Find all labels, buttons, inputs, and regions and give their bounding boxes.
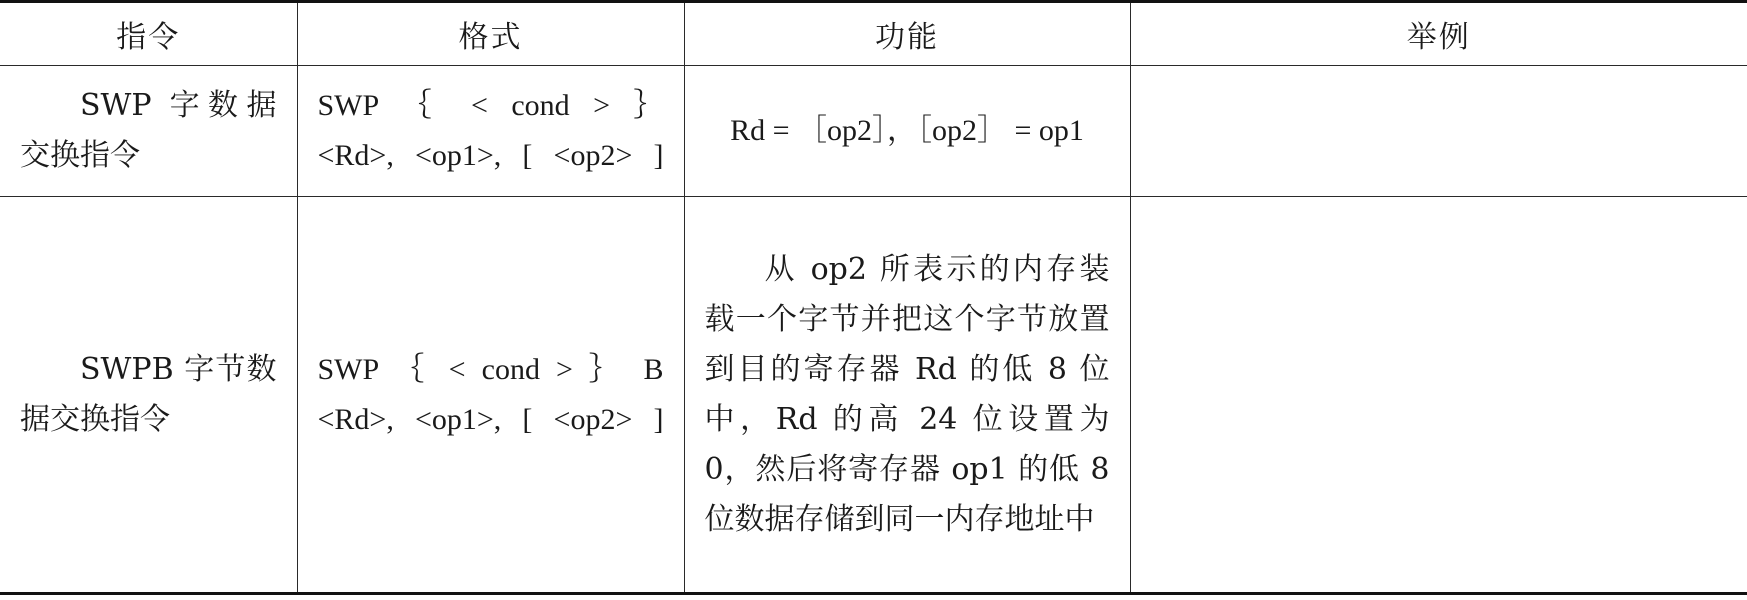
instruction-cell: SWPB 字节数据交换指令 [0, 197, 297, 594]
header-function: 功能 [684, 2, 1130, 66]
format-line-2: <Rd>, <op1>, [ <op2> ] [317, 139, 664, 172]
header-instruction: 指令 [0, 2, 297, 66]
format-cell [297, 66, 684, 197]
table-row [0, 66, 1747, 197]
function-cell: Rd = ［op2］，［op2］ = op1 [684, 66, 1130, 197]
format-line-1: SWP ｛ < cond > ｝ B [317, 352, 664, 386]
function-cell: 从 op2 所表示的内存装载一个字节并把这个字节放置到目的寄存器 Rd 的低 8 位中，Rd 的高 24 位设置为 0，然后将寄存器 op1 的低 8 位数据存储到同一内存地址中 [684, 197, 1130, 594]
header-example: 举例 [1130, 2, 1747, 66]
format-line-1: SWP ｛ < cond > ｝ [317, 89, 664, 122]
table-row [0, 197, 1747, 594]
format-line-2: <Rd>, <op1>, [ <op2> ] [317, 402, 664, 436]
table-header [0, 2, 1747, 66]
instruction-cell: SWP 字数据交换指令 [0, 66, 297, 197]
format-cell [297, 197, 684, 594]
example-cell [1130, 66, 1747, 197]
header-format: 格式 [297, 2, 684, 66]
table-body [0, 66, 1747, 594]
example-cell [1130, 197, 1747, 594]
header-row [0, 2, 1747, 66]
